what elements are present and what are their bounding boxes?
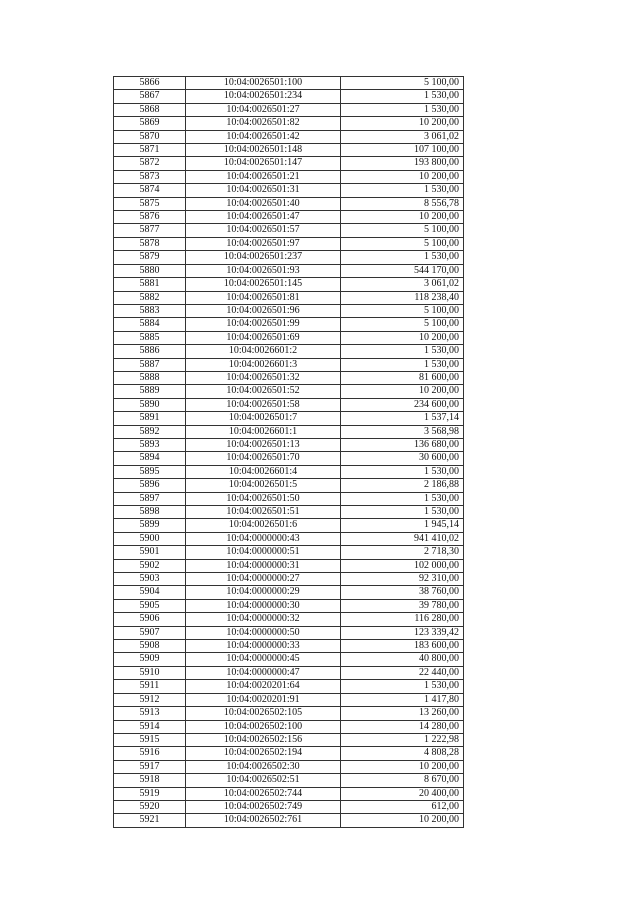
cadastral-number-cell: 10:04:0026501:148 (186, 144, 341, 157)
table-row (114, 653, 464, 666)
value-cell: 5 100,00 (341, 237, 464, 250)
row-number-cell: 5910 (114, 666, 186, 679)
value-cell: 92 310,00 (341, 573, 464, 586)
cadastral-number-cell: 10:04:0000000:33 (186, 640, 341, 653)
table-row (114, 425, 464, 438)
value-cell: 2 186,88 (341, 479, 464, 492)
value-cell: 116 280,00 (341, 613, 464, 626)
value-cell: 5 100,00 (341, 224, 464, 237)
cadastral-number-cell: 10:04:0026501:69 (186, 331, 341, 344)
row-number-cell: 5909 (114, 653, 186, 666)
row-number-cell: 5884 (114, 318, 186, 331)
value-cell: 3 568,98 (341, 425, 464, 438)
value-cell: 13 260,00 (341, 707, 464, 720)
table-row (114, 184, 464, 197)
row-number-cell: 5911 (114, 680, 186, 693)
table-row (114, 318, 464, 331)
value-cell: 1 530,00 (341, 358, 464, 371)
cadastral-number-cell: 10:04:0026501:13 (186, 438, 341, 451)
table-row (114, 774, 464, 787)
row-number-cell: 5895 (114, 465, 186, 478)
row-number-cell: 5872 (114, 157, 186, 170)
cadastral-number-cell: 10:04:0026501:5 (186, 479, 341, 492)
value-cell: 1 530,00 (341, 251, 464, 264)
value-cell: 193 800,00 (341, 157, 464, 170)
value-cell: 4 808,28 (341, 747, 464, 760)
table-row (114, 385, 464, 398)
value-cell: 1 537,14 (341, 412, 464, 425)
cadastral-number-cell: 10:04:0000000:50 (186, 626, 341, 639)
value-cell: 234 600,00 (341, 398, 464, 411)
table-row (114, 814, 464, 827)
cadastral-number-cell: 10:04:0026501:27 (186, 103, 341, 116)
table-row (114, 170, 464, 183)
table-row (114, 733, 464, 746)
value-cell: 1 530,00 (341, 506, 464, 519)
row-number-cell: 5866 (114, 77, 186, 90)
cadastral-number-cell: 10:04:0020201:64 (186, 680, 341, 693)
cadastral-number-cell: 10:04:0026501:100 (186, 77, 341, 90)
row-number-cell: 5907 (114, 626, 186, 639)
value-cell: 136 680,00 (341, 438, 464, 451)
table-row (114, 532, 464, 545)
table-row (114, 331, 464, 344)
value-cell: 183 600,00 (341, 640, 464, 653)
value-cell: 1 222,98 (341, 733, 464, 746)
table-row (114, 398, 464, 411)
table-row (114, 693, 464, 706)
row-number-cell: 5894 (114, 452, 186, 465)
table-row (114, 479, 464, 492)
value-cell: 941 410,02 (341, 532, 464, 545)
table-row (114, 800, 464, 813)
value-cell: 1 530,00 (341, 184, 464, 197)
table-row (114, 707, 464, 720)
row-number-cell: 5881 (114, 278, 186, 291)
value-cell: 5 100,00 (341, 304, 464, 317)
cadastral-number-cell: 10:04:0026502:744 (186, 787, 341, 800)
row-number-cell: 5868 (114, 103, 186, 116)
cadastral-number-cell: 10:04:0026601:2 (186, 345, 341, 358)
value-cell: 22 440,00 (341, 666, 464, 679)
cadastral-number-cell: 10:04:0026501:82 (186, 117, 341, 130)
cadastral-number-cell: 10:04:0000000:47 (186, 666, 341, 679)
cadastral-number-cell: 10:04:0026501:145 (186, 278, 341, 291)
table-row (114, 599, 464, 612)
cadastral-number-cell: 10:04:0000000:29 (186, 586, 341, 599)
row-number-cell: 5896 (114, 479, 186, 492)
row-number-cell: 5890 (114, 398, 186, 411)
cadastral-number-cell: 10:04:0026501:99 (186, 318, 341, 331)
table-row (114, 720, 464, 733)
table-row (114, 760, 464, 773)
row-number-cell: 5888 (114, 371, 186, 384)
cadastral-number-cell: 10:04:0000000:27 (186, 573, 341, 586)
row-number-cell: 5879 (114, 251, 186, 264)
row-number-cell: 5883 (114, 304, 186, 317)
value-cell: 612,00 (341, 800, 464, 813)
cadastral-number-cell: 10:04:0026501:70 (186, 452, 341, 465)
value-cell: 5 100,00 (341, 77, 464, 90)
row-number-cell: 5901 (114, 546, 186, 559)
row-number-cell: 5904 (114, 586, 186, 599)
cadastral-number-cell: 10:04:0026501:81 (186, 291, 341, 304)
value-cell: 10 200,00 (341, 331, 464, 344)
row-number-cell: 5912 (114, 693, 186, 706)
row-number-cell: 5891 (114, 412, 186, 425)
value-cell: 1 530,00 (341, 90, 464, 103)
value-cell: 40 800,00 (341, 653, 464, 666)
cadastral-number-cell: 10:04:0026501:97 (186, 237, 341, 250)
table-row (114, 573, 464, 586)
cadastral-number-cell: 10:04:0026501:50 (186, 492, 341, 505)
row-number-cell: 5906 (114, 613, 186, 626)
value-cell: 544 170,00 (341, 264, 464, 277)
value-cell: 10 200,00 (341, 211, 464, 224)
cadastral-number-cell: 10:04:0026501:234 (186, 90, 341, 103)
value-cell: 10 200,00 (341, 385, 464, 398)
cadastral-number-cell: 10:04:0026501:51 (186, 506, 341, 519)
cadastral-number-cell: 10:04:0026501:93 (186, 264, 341, 277)
cadastral-number-cell: 10:04:0000000:51 (186, 546, 341, 559)
cadastral-number-cell: 10:04:0026502:156 (186, 733, 341, 746)
row-number-cell: 5919 (114, 787, 186, 800)
table-row (114, 264, 464, 277)
cadastral-number-cell: 10:04:0026502:100 (186, 720, 341, 733)
data-table (113, 76, 464, 828)
value-cell: 81 600,00 (341, 371, 464, 384)
table-row (114, 77, 464, 90)
row-number-cell: 5913 (114, 707, 186, 720)
value-cell: 1 530,00 (341, 492, 464, 505)
table-row (114, 452, 464, 465)
table-row (114, 251, 464, 264)
value-cell: 118 238,40 (341, 291, 464, 304)
row-number-cell: 5916 (114, 747, 186, 760)
cadastral-number-cell: 10:04:0026501:52 (186, 385, 341, 398)
table-row (114, 747, 464, 760)
cadastral-number-cell: 10:04:0026502:30 (186, 760, 341, 773)
row-number-cell: 5880 (114, 264, 186, 277)
row-number-cell: 5889 (114, 385, 186, 398)
table-row (114, 278, 464, 291)
value-cell: 1 530,00 (341, 103, 464, 116)
row-number-cell: 5876 (114, 211, 186, 224)
table-row (114, 103, 464, 116)
table-row (114, 291, 464, 304)
cadastral-number-cell: 10:04:0026501:32 (186, 371, 341, 384)
cadastral-number-cell: 10:04:0000000:30 (186, 599, 341, 612)
row-number-cell: 5886 (114, 345, 186, 358)
table-row (114, 197, 464, 210)
value-cell: 1 530,00 (341, 465, 464, 478)
table-row (114, 412, 464, 425)
row-number-cell: 5877 (114, 224, 186, 237)
row-number-cell: 5885 (114, 331, 186, 344)
cadastral-number-cell: 10:04:0026501:237 (186, 251, 341, 264)
row-number-cell: 5908 (114, 640, 186, 653)
cadastral-number-cell: 10:04:0026501:147 (186, 157, 341, 170)
value-cell: 10 200,00 (341, 170, 464, 183)
value-cell: 3 061,02 (341, 130, 464, 143)
row-number-cell: 5914 (114, 720, 186, 733)
row-number-cell: 5893 (114, 438, 186, 451)
table-row (114, 438, 464, 451)
cadastral-number-cell: 10:04:0026501:58 (186, 398, 341, 411)
value-cell: 14 280,00 (341, 720, 464, 733)
cadastral-number-cell: 10:04:0000000:43 (186, 532, 341, 545)
table-row (114, 787, 464, 800)
table-row (114, 144, 464, 157)
row-number-cell: 5869 (114, 117, 186, 130)
table-row (114, 559, 464, 572)
cadastral-number-cell: 10:04:0026502:105 (186, 707, 341, 720)
cadastral-number-cell: 10:04:0026501:6 (186, 519, 341, 532)
row-number-cell: 5898 (114, 506, 186, 519)
value-cell: 107 100,00 (341, 144, 464, 157)
row-number-cell: 5882 (114, 291, 186, 304)
value-cell: 20 400,00 (341, 787, 464, 800)
cadastral-number-cell: 10:04:0026502:749 (186, 800, 341, 813)
row-number-cell: 5873 (114, 170, 186, 183)
table-row (114, 640, 464, 653)
cadastral-number-cell: 10:04:0000000:32 (186, 613, 341, 626)
value-cell: 30 600,00 (341, 452, 464, 465)
value-cell: 1 945,14 (341, 519, 464, 532)
table-row (114, 358, 464, 371)
row-number-cell: 5920 (114, 800, 186, 813)
row-number-cell: 5892 (114, 425, 186, 438)
cadastral-number-cell: 10:04:0026501:42 (186, 130, 341, 143)
cadastral-number-cell: 10:04:0000000:31 (186, 559, 341, 572)
cadastral-number-cell: 10:04:0000000:45 (186, 653, 341, 666)
table-row (114, 586, 464, 599)
row-number-cell: 5921 (114, 814, 186, 827)
cadastral-number-cell: 10:04:0026501:31 (186, 184, 341, 197)
row-number-cell: 5878 (114, 237, 186, 250)
cadastral-number-cell: 10:04:0026601:4 (186, 465, 341, 478)
table-row (114, 345, 464, 358)
value-cell: 10 200,00 (341, 814, 464, 827)
row-number-cell: 5870 (114, 130, 186, 143)
row-number-cell: 5902 (114, 559, 186, 572)
cadastral-number-cell: 10:04:0026501:47 (186, 211, 341, 224)
value-cell: 123 339,42 (341, 626, 464, 639)
cadastral-number-cell: 10:04:0026501:96 (186, 304, 341, 317)
table-row (114, 546, 464, 559)
table-body (114, 77, 464, 828)
row-number-cell: 5905 (114, 599, 186, 612)
cadastral-number-cell: 10:04:0026501:21 (186, 170, 341, 183)
cadastral-number-cell: 10:04:0026501:57 (186, 224, 341, 237)
value-cell: 39 780,00 (341, 599, 464, 612)
value-cell: 102 000,00 (341, 559, 464, 572)
value-cell: 1 417,80 (341, 693, 464, 706)
row-number-cell: 5899 (114, 519, 186, 532)
cadastral-number-cell: 10:04:0020201:91 (186, 693, 341, 706)
table-row (114, 211, 464, 224)
table-row (114, 506, 464, 519)
row-number-cell: 5874 (114, 184, 186, 197)
table-row (114, 130, 464, 143)
row-number-cell: 5915 (114, 733, 186, 746)
value-cell: 10 200,00 (341, 760, 464, 773)
value-cell: 8 670,00 (341, 774, 464, 787)
value-cell: 1 530,00 (341, 680, 464, 693)
row-number-cell: 5871 (114, 144, 186, 157)
table-row (114, 117, 464, 130)
table-row (114, 666, 464, 679)
row-number-cell: 5887 (114, 358, 186, 371)
value-cell: 38 760,00 (341, 586, 464, 599)
cadastral-number-cell: 10:04:0026501:7 (186, 412, 341, 425)
row-number-cell: 5867 (114, 90, 186, 103)
row-number-cell: 5897 (114, 492, 186, 505)
table-row (114, 613, 464, 626)
table-row (114, 492, 464, 505)
table-row (114, 465, 464, 478)
row-number-cell: 5900 (114, 532, 186, 545)
table-row (114, 224, 464, 237)
row-number-cell: 5903 (114, 573, 186, 586)
value-cell: 1 530,00 (341, 345, 464, 358)
cadastral-number-cell: 10:04:0026501:40 (186, 197, 341, 210)
cadastral-number-cell: 10:04:0026502:761 (186, 814, 341, 827)
value-cell: 10 200,00 (341, 117, 464, 130)
table-row (114, 237, 464, 250)
table-row (114, 90, 464, 103)
cadastral-number-cell: 10:04:0026601:3 (186, 358, 341, 371)
table-row (114, 680, 464, 693)
table-row (114, 371, 464, 384)
table-row (114, 626, 464, 639)
row-number-cell: 5918 (114, 774, 186, 787)
cadastral-number-cell: 10:04:0026502:51 (186, 774, 341, 787)
value-cell: 5 100,00 (341, 318, 464, 331)
row-number-cell: 5875 (114, 197, 186, 210)
row-number-cell: 5917 (114, 760, 186, 773)
cadastral-number-cell: 10:04:0026502:194 (186, 747, 341, 760)
table-row (114, 519, 464, 532)
cadastral-number-cell: 10:04:0026601:1 (186, 425, 341, 438)
value-cell: 3 061,02 (341, 278, 464, 291)
value-cell: 8 556,78 (341, 197, 464, 210)
value-cell: 2 718,30 (341, 546, 464, 559)
table-row (114, 304, 464, 317)
table-row (114, 157, 464, 170)
